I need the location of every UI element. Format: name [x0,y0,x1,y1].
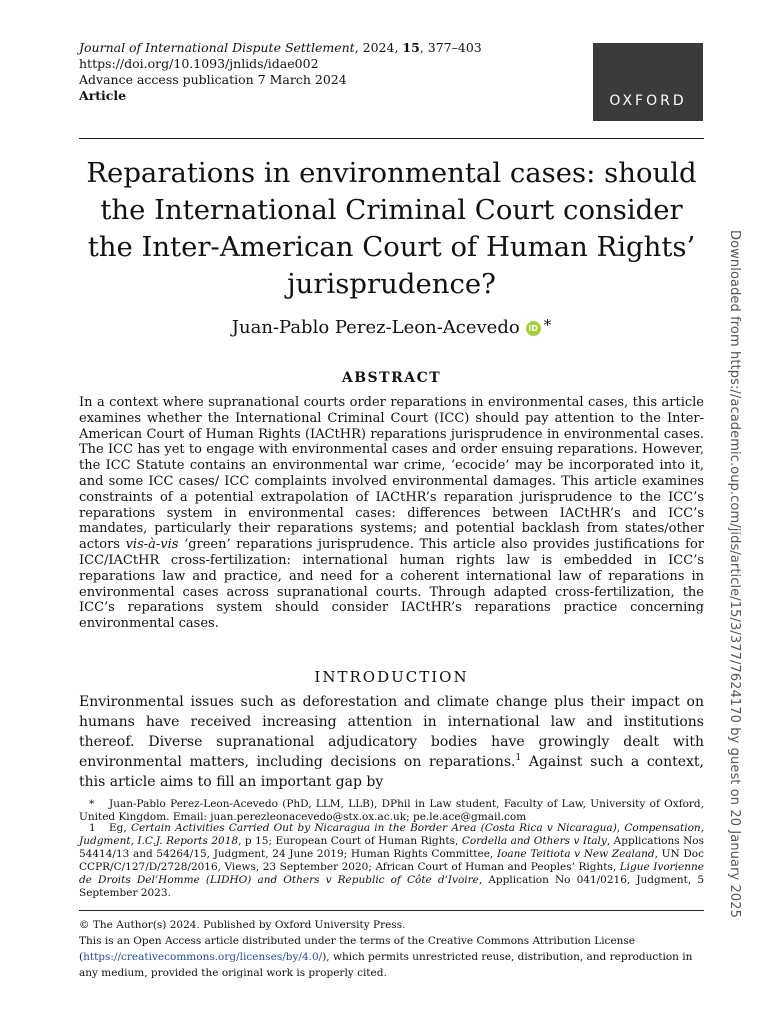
doi-link[interactable]: https://doi.org/10.1093/jnlids/idae002 [79,56,319,71]
intro-seg2: Against such a context, this article aims to fill an important gap by [79,754,704,790]
author-footnote-marker[interactable]: * [543,316,552,334]
author-line [79,313,704,340]
footnote-mark: * [89,798,95,810]
fn2-d: , UN Doc CCPR/C/127/D/2728/2016, Views, 23 September 2020; African Court of Human and Peoples’ Rights, [79,848,704,873]
fn2-e: , Application No 041/0216, Judgment, 5 September 2023. [79,874,704,899]
fn2-i2: Cordella and Others v Italy [461,835,607,847]
fn2-c: , Applications Nos 54414/13 and 54264/15, Judgment, 24 June 2019; Human Rights Committee, [79,835,704,860]
copyright-line [79,917,704,933]
fn2-a: Eg, [109,822,131,834]
abstract-heading: ABSTRACT [341,370,442,386]
footnote-mark: 1 [89,822,96,834]
article-type: Article [79,88,127,103]
header-divider [79,138,704,139]
abstract-italic: vis-à-vis [125,537,179,553]
article-metadata [79,40,482,104]
footnote-author [79,798,704,824]
license-divider [79,910,704,911]
license-text [79,933,704,981]
license-block [79,917,704,981]
fn2-i1: Certain Activities Carried Out by Nicaragua in the Border Area (Costa Rica v Nicaragua), Compensation, Judgment, I.C.J. Reports 2018 [79,822,705,847]
introduction-heading: INTRODUCTION [314,668,469,686]
orcid-icon[interactable]: iD [526,321,541,336]
abstract-text [79,395,704,632]
author-name: Juan-Pablo Perez-Leon-Acevedo [231,317,520,338]
footnote-ref-1[interactable]: 1 [515,753,522,763]
fn2-i4: Ligue Ivorienne de Droits Del’Homme (LIDHO) and Others v Republic of Côte d’Ivoire [79,861,704,886]
abstract-seg2: ‘green’ reparations jurisprudence. This article also provides justifications for ICC/IACtHR cross-fertilization: international human rights law is embedded in ICC’s reparations law and practice, and need for a coherent international law of reparations in environmental cases across supranational courts. Through adapted cross-fertilization, the ICC’s reparations system should consider IACtHR’s reparations practice concerning environmental cases. [79,537,705,632]
oxford-logo [593,43,703,121]
journal-name: Journal of International Dispute Settlement [79,40,355,55]
intro-seg1: Environmental issues such as deforestation and climate change plus their impact on humans have received increasing attention in international law and institutions thereof. Diverse supranational adjudicatory bodies have growingly dealt with environmental matters, including decisions on reparations. [79,694,704,770]
license-link[interactable]: https://creativecommons.org/licenses/by/4.0/ [83,951,323,963]
citation-line [79,40,482,56]
fn2-b: , p 15; European Court of Human Rights, [238,835,462,847]
copyright-icon: © [79,919,90,931]
citation-volume: 15 [402,40,420,55]
article-title: Reparations in environmental cases: should the International Criminal Court consider the Inter-American Court of Human Rights’ jurisprudence? [86,157,697,300]
citation-year: , 2024, [354,40,403,55]
license-text-b: ), which permits unrestricted reuse, distribution, and reproduction in any medium, provided the original work is properly cited. [79,951,693,979]
footnote-author-text: Juan-Pablo Perez-Leon-Acevedo (PhD, LLM, LLB), DPhil in Law student, Faculty of Law, University of Oxford, United Kingdom. Email: juan.perezleonacevedo@stx.ox.ac.uk; pe.le.ace@gmail.com [79,798,704,823]
advance-access-date: Advance access publication 7 March 2024 [79,72,347,87]
copyright-text: The Author(s) 2024. Published by Oxford University Press. [89,919,406,931]
fn2-i3: Ioane Teitiota v New Zealand [496,848,655,860]
citation-pages: , 377–403 [419,40,482,55]
license-text-a: This is an Open Access article distributed under the terms of the Creative Commons Attribution License ( [79,935,636,963]
download-watermark [722,230,744,919]
download-watermark-text: Downloaded from https://academic.oup.com/jids/article/15/3/377/7624170 by guest on 20 January 2025 [727,230,742,919]
abstract-seg1: In a context where supranational courts order reparations in environmental cases, this article examines whether the International Criminal Court (ICC) should pay attention to the Inter-American Court of Human Rights (IACtHR) reparations jurisprudence in environmental cases. The ICC has yet to engage with environmental cases and order ensuing reparations. However, the ICC Statute contains an environmental war crime, ‘ecocide’ may be incorporated into it, and some ICC cases/ ICC complaints involved environmental damages. This article examines constraints of a potential extrapolation of IACtHR’s reparation jurisprudence to the ICC’s reparations system in environmental cases: differences between IACtHR’s and ICC’s mandates, particularly their reparations systems; and potential backlash from states/other actors [79,395,704,553]
footnote-1 [79,822,704,900]
introduction-text [79,692,704,792]
logo-text: OXFORD [609,93,687,109]
